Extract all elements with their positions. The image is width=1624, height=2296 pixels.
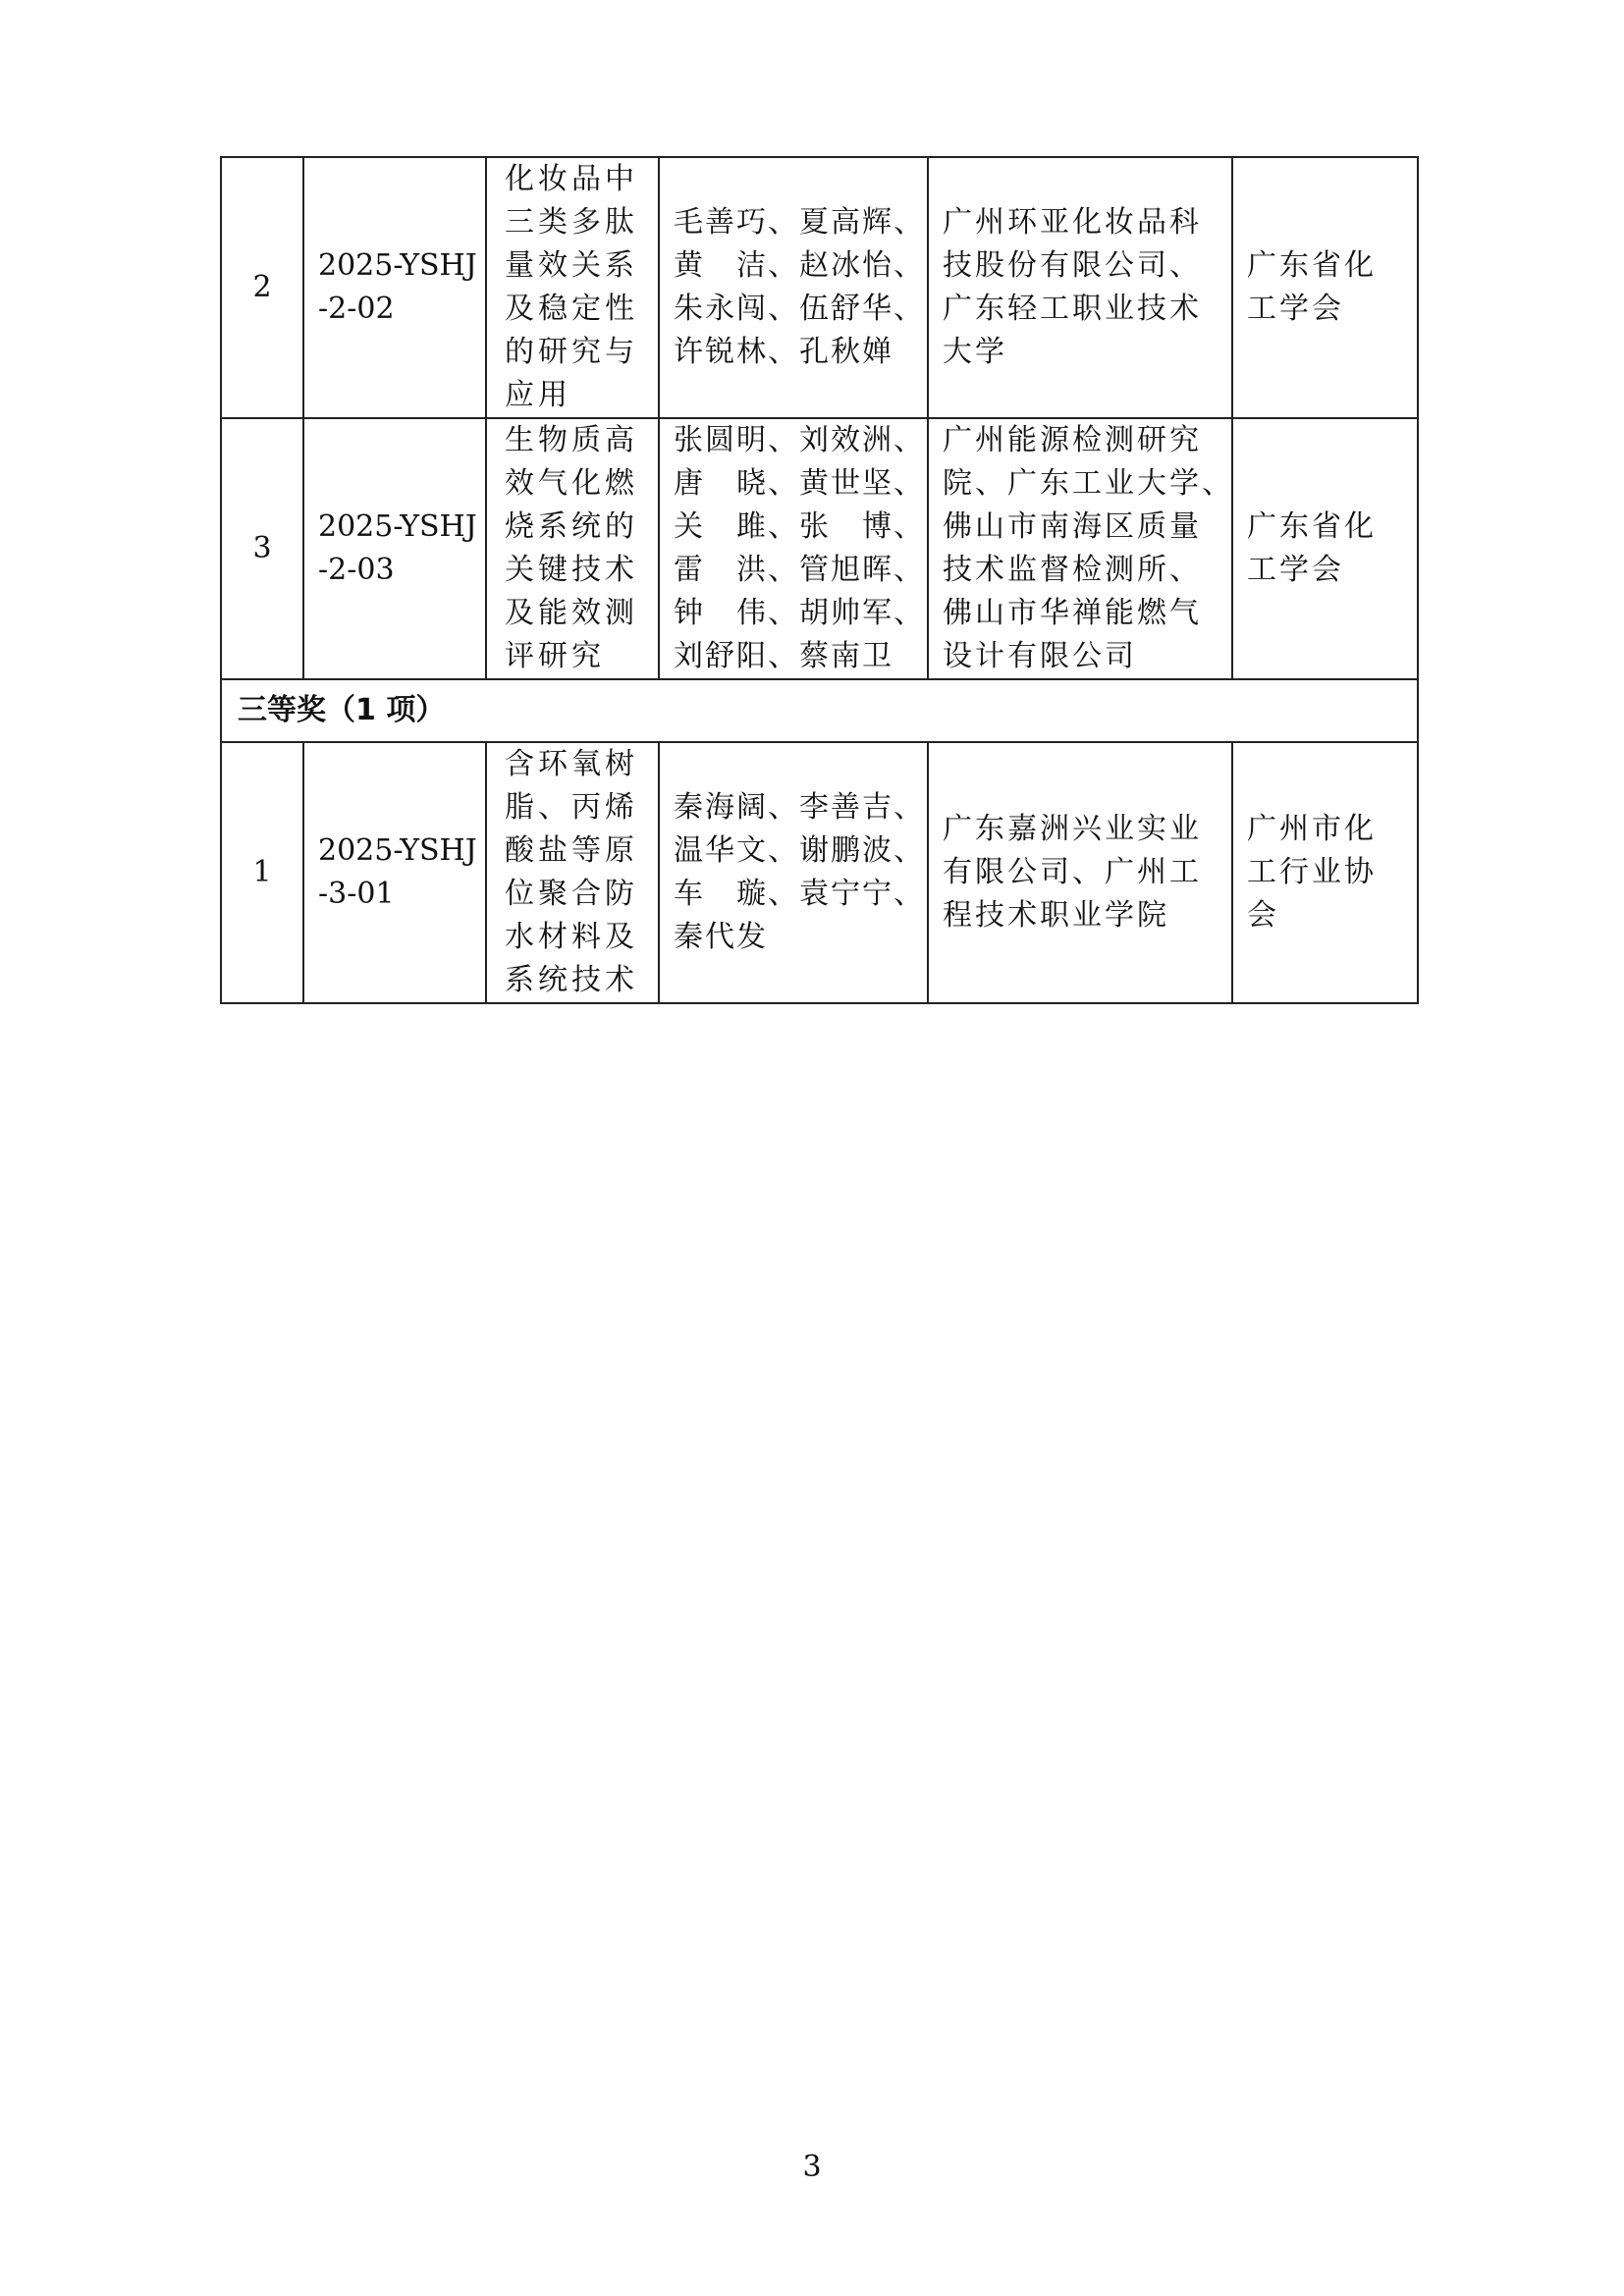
project-name: 生物质高 效气化燃 烧系统的 关键技术 及能效测 评研究 bbox=[486, 418, 659, 679]
page-number: 3 bbox=[802, 2150, 822, 2184]
table-row bbox=[221, 742, 1418, 1003]
recommending-unit: 广东省化 工学会 bbox=[1232, 157, 1418, 418]
completers: 秦海阔、李善吉、 温华文、谢鹏波、 车 璇、袁宁宁、 秦代发 bbox=[659, 742, 928, 1003]
recommending-unit: 广东省化 工学会 bbox=[1232, 418, 1418, 679]
project-name: 含环氧树 脂、丙烯 酸盐等原 位聚合防 水材料及 系统技术 bbox=[486, 742, 659, 1003]
section-title-third-prize: 三等奖（1 项） bbox=[221, 679, 1418, 742]
completers: 毛善巧、夏高辉、 黄 洁、赵冰怡、 朱永闯、伍舒华、 许锐林、孔秋婵 bbox=[659, 157, 928, 418]
table-row bbox=[221, 418, 1418, 679]
project-code: 2025-YSHJ -2-03 bbox=[303, 418, 486, 679]
completing-units: 广州环亚化妆品科 技股份有限公司、 广东轻工职业技术 大学 bbox=[928, 157, 1232, 418]
table-row bbox=[221, 157, 1418, 418]
project-code: 2025-YSHJ -3-01 bbox=[303, 742, 486, 1003]
recommending-unit: 广州市化 工行业协 会 bbox=[1232, 742, 1418, 1003]
row-number: 1 bbox=[221, 742, 303, 1003]
project-name: 化妆品中 三类多肽 量效关系 及稳定性 的研究与 应用 bbox=[486, 157, 659, 418]
awards-table bbox=[220, 156, 1419, 1004]
row-number: 3 bbox=[221, 418, 303, 679]
section-header-row bbox=[221, 679, 1418, 742]
completing-units: 广州能源检测研究 院、广东工业大学、 佛山市南海区质量 技术监督检测所、 佛山市华禅能燃气 设计有限公司 bbox=[928, 418, 1232, 679]
completers: 张圆明、刘效洲、 唐 晓、黄世坚、 关 雎、张 博、 雷 洪、管旭晖、 钟 伟、胡帅军、 刘舒阳、蔡南卫 bbox=[659, 418, 928, 679]
row-number: 2 bbox=[221, 157, 303, 418]
project-code: 2025-YSHJ -2-02 bbox=[303, 157, 486, 418]
completing-units: 广东嘉洲兴业实业 有限公司、广州工 程技术职业学院 bbox=[928, 742, 1232, 1003]
